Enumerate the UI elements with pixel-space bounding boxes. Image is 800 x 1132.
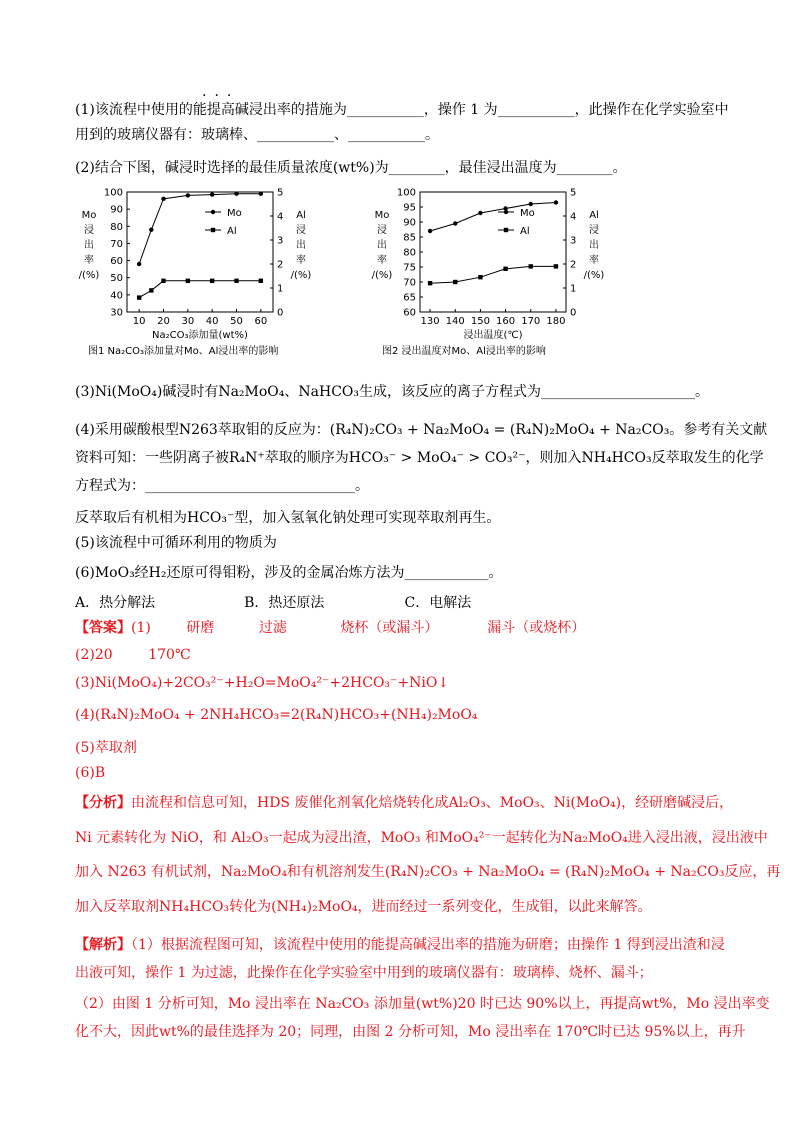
- chart2-ytick-label: 70: [403, 277, 416, 289]
- chart1-legend-al-marker: [211, 228, 215, 232]
- q4-line1: (4)采用碳酸根型N263萃取钼的反应为：(R₄N)₂CO₃ + Na₂MoO₄ = (R₄N)₂MoO₄ + Na₂CO₃。参考有关文献: [75, 422, 768, 438]
- answer-4: (4)(R₄N)₂MoO₄ + 2NH₄HCO₃=2(R₄N)HCO₃+(NH₄)₂MoO₄: [75, 707, 478, 723]
- chart1-legend-al-label: Al: [227, 226, 237, 237]
- chart2-point-mo: [453, 221, 457, 225]
- chart2-y2label-part: 出: [589, 240, 599, 251]
- answer-6: (6)B: [75, 765, 106, 781]
- chart2-y2tick-label: 4: [570, 211, 577, 223]
- chart1-point-al: [186, 279, 190, 283]
- chart2-y2label-part: Al: [589, 210, 599, 221]
- chart2-point-al: [428, 281, 432, 285]
- chart1-xtick-label: 60: [254, 316, 268, 327]
- chart2-ylabel-part: Mo: [374, 210, 390, 221]
- chart1-point-al: [137, 295, 141, 299]
- chart1-plot-frame: [127, 192, 273, 312]
- chart2-ytick-label: 80: [403, 247, 416, 259]
- chart1-ytick-label: 90: [110, 204, 123, 216]
- q2-line: (2)结合下图，碱浸时选择的最佳质量浓度(wt%)为________，最佳浸出温度为________。: [75, 160, 627, 176]
- chart2-point-mo: [428, 229, 432, 233]
- emphasis-dots: ···: [202, 88, 240, 104]
- chart1-ytick-label: 60: [110, 256, 123, 268]
- chart2-ylabel-part: 率: [377, 255, 387, 266]
- analysis-label: 【分析】: [75, 795, 131, 811]
- answer-5: (5)萃取剂: [75, 740, 137, 756]
- chart2-xtick-label: 150: [470, 316, 490, 327]
- solution-line1: [75, 935, 725, 955]
- analysis-line1: [75, 793, 734, 813]
- chart1-legend-mo-label: Mo: [227, 208, 242, 219]
- chart-1: [75, 180, 315, 354]
- chart2-ytick-label: 65: [403, 292, 416, 304]
- chart1-ytick-label: 100: [103, 187, 123, 199]
- chart2-ytick-label: 95: [403, 202, 416, 214]
- chart1-y2label-part: 出: [296, 240, 306, 251]
- chart2-plot-frame: [420, 192, 566, 312]
- chart2-y2tick-label: 2: [570, 259, 577, 271]
- chart1-ylabel-part: 率: [84, 255, 94, 266]
- q4-line2: 资料可知：一些阴离子被R₄N⁺萃取的顺序为HCO₃⁻ > MoO₄⁻ > CO₃²⁻，则加入NH₄HCO₃反萃取发生的化学: [75, 450, 764, 466]
- chart1-point-mo: [186, 193, 190, 197]
- chart1-point-mo: [161, 197, 165, 201]
- chart2-ytick-label: 60: [403, 307, 416, 319]
- chart2-ylabel-part: /(%): [371, 270, 393, 281]
- solution-line2: 出液可知，操作 1 为过滤，此操作在化学实验室中用到的玻璃仪器有：玻璃棒、烧杯、漏斗；: [75, 965, 653, 981]
- answer-2: (2)20 170℃: [75, 647, 191, 663]
- chart-1-svg: [75, 180, 315, 350]
- chart2-series-mo-line: [430, 203, 556, 232]
- answer-line1: [75, 618, 725, 638]
- chart1-point-mo: [210, 192, 214, 196]
- analysis-line3: 加入 N263 有机试剂，Na₂MoO₄和有机溶剂发生(R₄N)₂CO₃ + Na₂MoO₄ = (R₄N)₂MoO₄ + Na₂CO₃反应，再: [75, 864, 781, 880]
- chart1-ytick-label: 70: [110, 238, 123, 250]
- chart2-legend-mo-label: Mo: [520, 208, 535, 219]
- chart1-y2tick-label: 2: [277, 259, 284, 271]
- chart1-ylabel-part: 出: [84, 240, 94, 251]
- chart1-point-mo: [149, 228, 153, 232]
- chart2-point-mo: [554, 200, 558, 204]
- chart2-ytick-label: 75: [403, 262, 416, 274]
- chart-2-caption: 图2 浸出温度对Mo、Al浸出率的影响: [382, 346, 546, 357]
- chart1-xtick-label: 40: [205, 316, 219, 327]
- chart2-y2tick-label: 5: [570, 187, 577, 199]
- chart1-point-al: [234, 279, 238, 283]
- chart-2: [368, 180, 608, 354]
- q4-line3: 方程式为：______________________________。: [75, 478, 369, 494]
- chart1-y2tick-label: 1: [277, 283, 284, 295]
- chart2-y2label-part: /(%): [583, 270, 605, 281]
- chart2-point-al: [554, 264, 558, 268]
- chart2-point-al: [478, 275, 482, 279]
- answer-label: 【答案】: [75, 620, 131, 636]
- q5-line: (5)该流程中可循环利用的物质为: [75, 535, 277, 551]
- chart1-y2tick-label: 0: [277, 307, 284, 319]
- chart2-xtick-label: 180: [546, 316, 566, 327]
- chart2-point-al: [453, 280, 457, 284]
- chart1-point-al: [149, 288, 153, 292]
- chart2-legend-al-label: Al: [520, 226, 530, 237]
- solution-text-1: （1）根据流程图可知，该流程中使用的能提高碱浸出率的措施为研磨；由操作 1 得到浸出渣和浸: [131, 937, 725, 953]
- q3-line: (3)Ni(MoO₄)碱浸时有Na₂MoO₄、NaHCO₃生成，该反应的离子方程式为______________________。: [75, 384, 710, 400]
- chart1-y2label-part: Al: [296, 210, 306, 221]
- chart2-legend-al-marker: [504, 228, 508, 232]
- solution-label: 【解析】: [75, 937, 131, 953]
- q1-line2: 用到的玻璃仪器有：玻璃棒、___________、___________。: [75, 127, 439, 143]
- chart-2-svg: [368, 180, 608, 350]
- chart2-xtick-label: 140: [445, 316, 465, 327]
- chart1-xtick-label: 50: [230, 316, 243, 327]
- chart2-ylabel-part: 浸: [377, 225, 387, 236]
- chart1-y2tick-label: 5: [277, 187, 284, 199]
- chart2-legend-mo-marker: [504, 210, 508, 214]
- chart1-point-mo: [259, 192, 263, 196]
- chart1-ytick-label: 40: [110, 290, 123, 302]
- chart2-y2tick-label: 0: [570, 307, 577, 319]
- chart2-y2tick-label: 3: [570, 235, 577, 247]
- chart1-y2label-part: 率: [296, 255, 306, 266]
- q6-options: A．热分解法 B．热还原法 C．电解法: [75, 595, 472, 611]
- q1-line1: (1)该流程中使用的能提高碱浸出率的措施为___________，操作 1 为___________，此操作在化学实验室中: [75, 102, 729, 118]
- chart1-ylabel-part: /(%): [78, 270, 100, 281]
- chart2-point-al: [503, 267, 507, 271]
- chart1-point-al: [161, 279, 165, 283]
- solution-line4: 化不大，因此wt%的最佳选择为 20；同理，由图 2 分析可知，Mo 浸出率在 170℃时已达 95%以上，再升: [75, 1024, 746, 1040]
- chart2-point-mo: [478, 211, 482, 215]
- q4-line4: 反萃取后有机相为HCO₃⁻型，加入氢氧化钠处理可实现萃取剂再生。: [75, 510, 501, 526]
- chart1-ylabel-part: Mo: [81, 210, 97, 221]
- chart2-xtick-label: 130: [420, 316, 440, 327]
- q6-line: (6)MoO₃经H₂还原可得钼粉，涉及的金属冶炼方法为____________。: [75, 565, 503, 581]
- chart1-y2label-part: /(%): [290, 270, 312, 281]
- analysis-line4: 加入反萃取剂NH₄HCO₃转化为(NH₄)₂MoO₄，进而经过一系列变化，生成钼，以此来解答。: [75, 899, 652, 915]
- chart1-xtick-label: 20: [157, 316, 170, 327]
- chart2-y2label-part: 浸: [589, 225, 599, 236]
- chart2-y2label-part: 率: [589, 255, 599, 266]
- chart2-xtick-label: 170: [521, 316, 541, 327]
- chart1-legend-mo-marker: [211, 210, 215, 214]
- chart2-point-al: [529, 264, 533, 268]
- chart1-point-mo: [234, 192, 238, 196]
- chart2-ytick-label: 100: [396, 187, 416, 199]
- chart2-y2tick-label: 1: [570, 283, 577, 295]
- chart1-y2tick-label: 3: [277, 235, 284, 247]
- chart2-xtick-label: 160: [496, 316, 516, 327]
- chart-1-caption: 图1 Na₂CO₃添加量对Mo、Al浸出率的影响: [88, 346, 279, 357]
- chart1-point-al: [259, 279, 263, 283]
- answer-1: (1) 研磨 过滤 烧杯（或漏斗） 漏斗（或烧杯）: [131, 620, 586, 636]
- chart1-ytick-label: 80: [110, 221, 123, 233]
- chart1-point-al: [210, 279, 214, 283]
- chart1-series-al-line: [139, 281, 261, 298]
- chart1-series-mo-line: [139, 194, 261, 264]
- chart1-xtick-label: 30: [181, 316, 195, 327]
- chart2-point-mo: [529, 202, 533, 206]
- chart1-ylabel-part: 浸: [84, 225, 94, 236]
- chart2-series-al-line: [430, 266, 556, 283]
- analysis-line2: Ni 元素转化为 NiO，和 Al₂O₃一起成为浸出渣，MoO₃ 和MoO₄²⁻一起转化为Na₂MoO₄进入浸出液，浸出液中: [75, 830, 768, 846]
- solution-line3: （2）由图 1 分析可知，Mo 浸出率在 Na₂CO₃ 添加量(wt%)20 时已达 90%以上，再提高wt%，Mo 浸出率变: [75, 996, 770, 1012]
- chart1-y2tick-label: 4: [277, 211, 284, 223]
- chart1-ytick-label: 50: [110, 273, 123, 285]
- answer-3: (3)Ni(MoO₄)+2CO₃²⁻+H₂O=MoO₄²⁻+2HCO₃⁻+NiO↓: [75, 675, 450, 691]
- chart1-y2label-part: 浸: [296, 225, 306, 236]
- chart1-xlabel: Na₂CO₃添加量(wt%): [152, 330, 248, 341]
- analysis-text-1: 由流程和信息可知，HDS 废催化剂氧化焙烧转化成Al₂O₃、MoO₃、Ni(MoO₄)，经研磨碱浸后，: [131, 795, 734, 811]
- chart1-ytick-label: 30: [110, 307, 123, 319]
- chart2-ytick-label: 85: [403, 232, 416, 244]
- chart1-xtick-label: 10: [132, 316, 146, 327]
- chart1-point-mo: [137, 262, 141, 266]
- chart2-ylabel-part: 出: [377, 240, 387, 251]
- chart2-ytick-label: 90: [403, 217, 416, 229]
- chart2-xlabel: 浸出温度(℃): [463, 330, 523, 341]
